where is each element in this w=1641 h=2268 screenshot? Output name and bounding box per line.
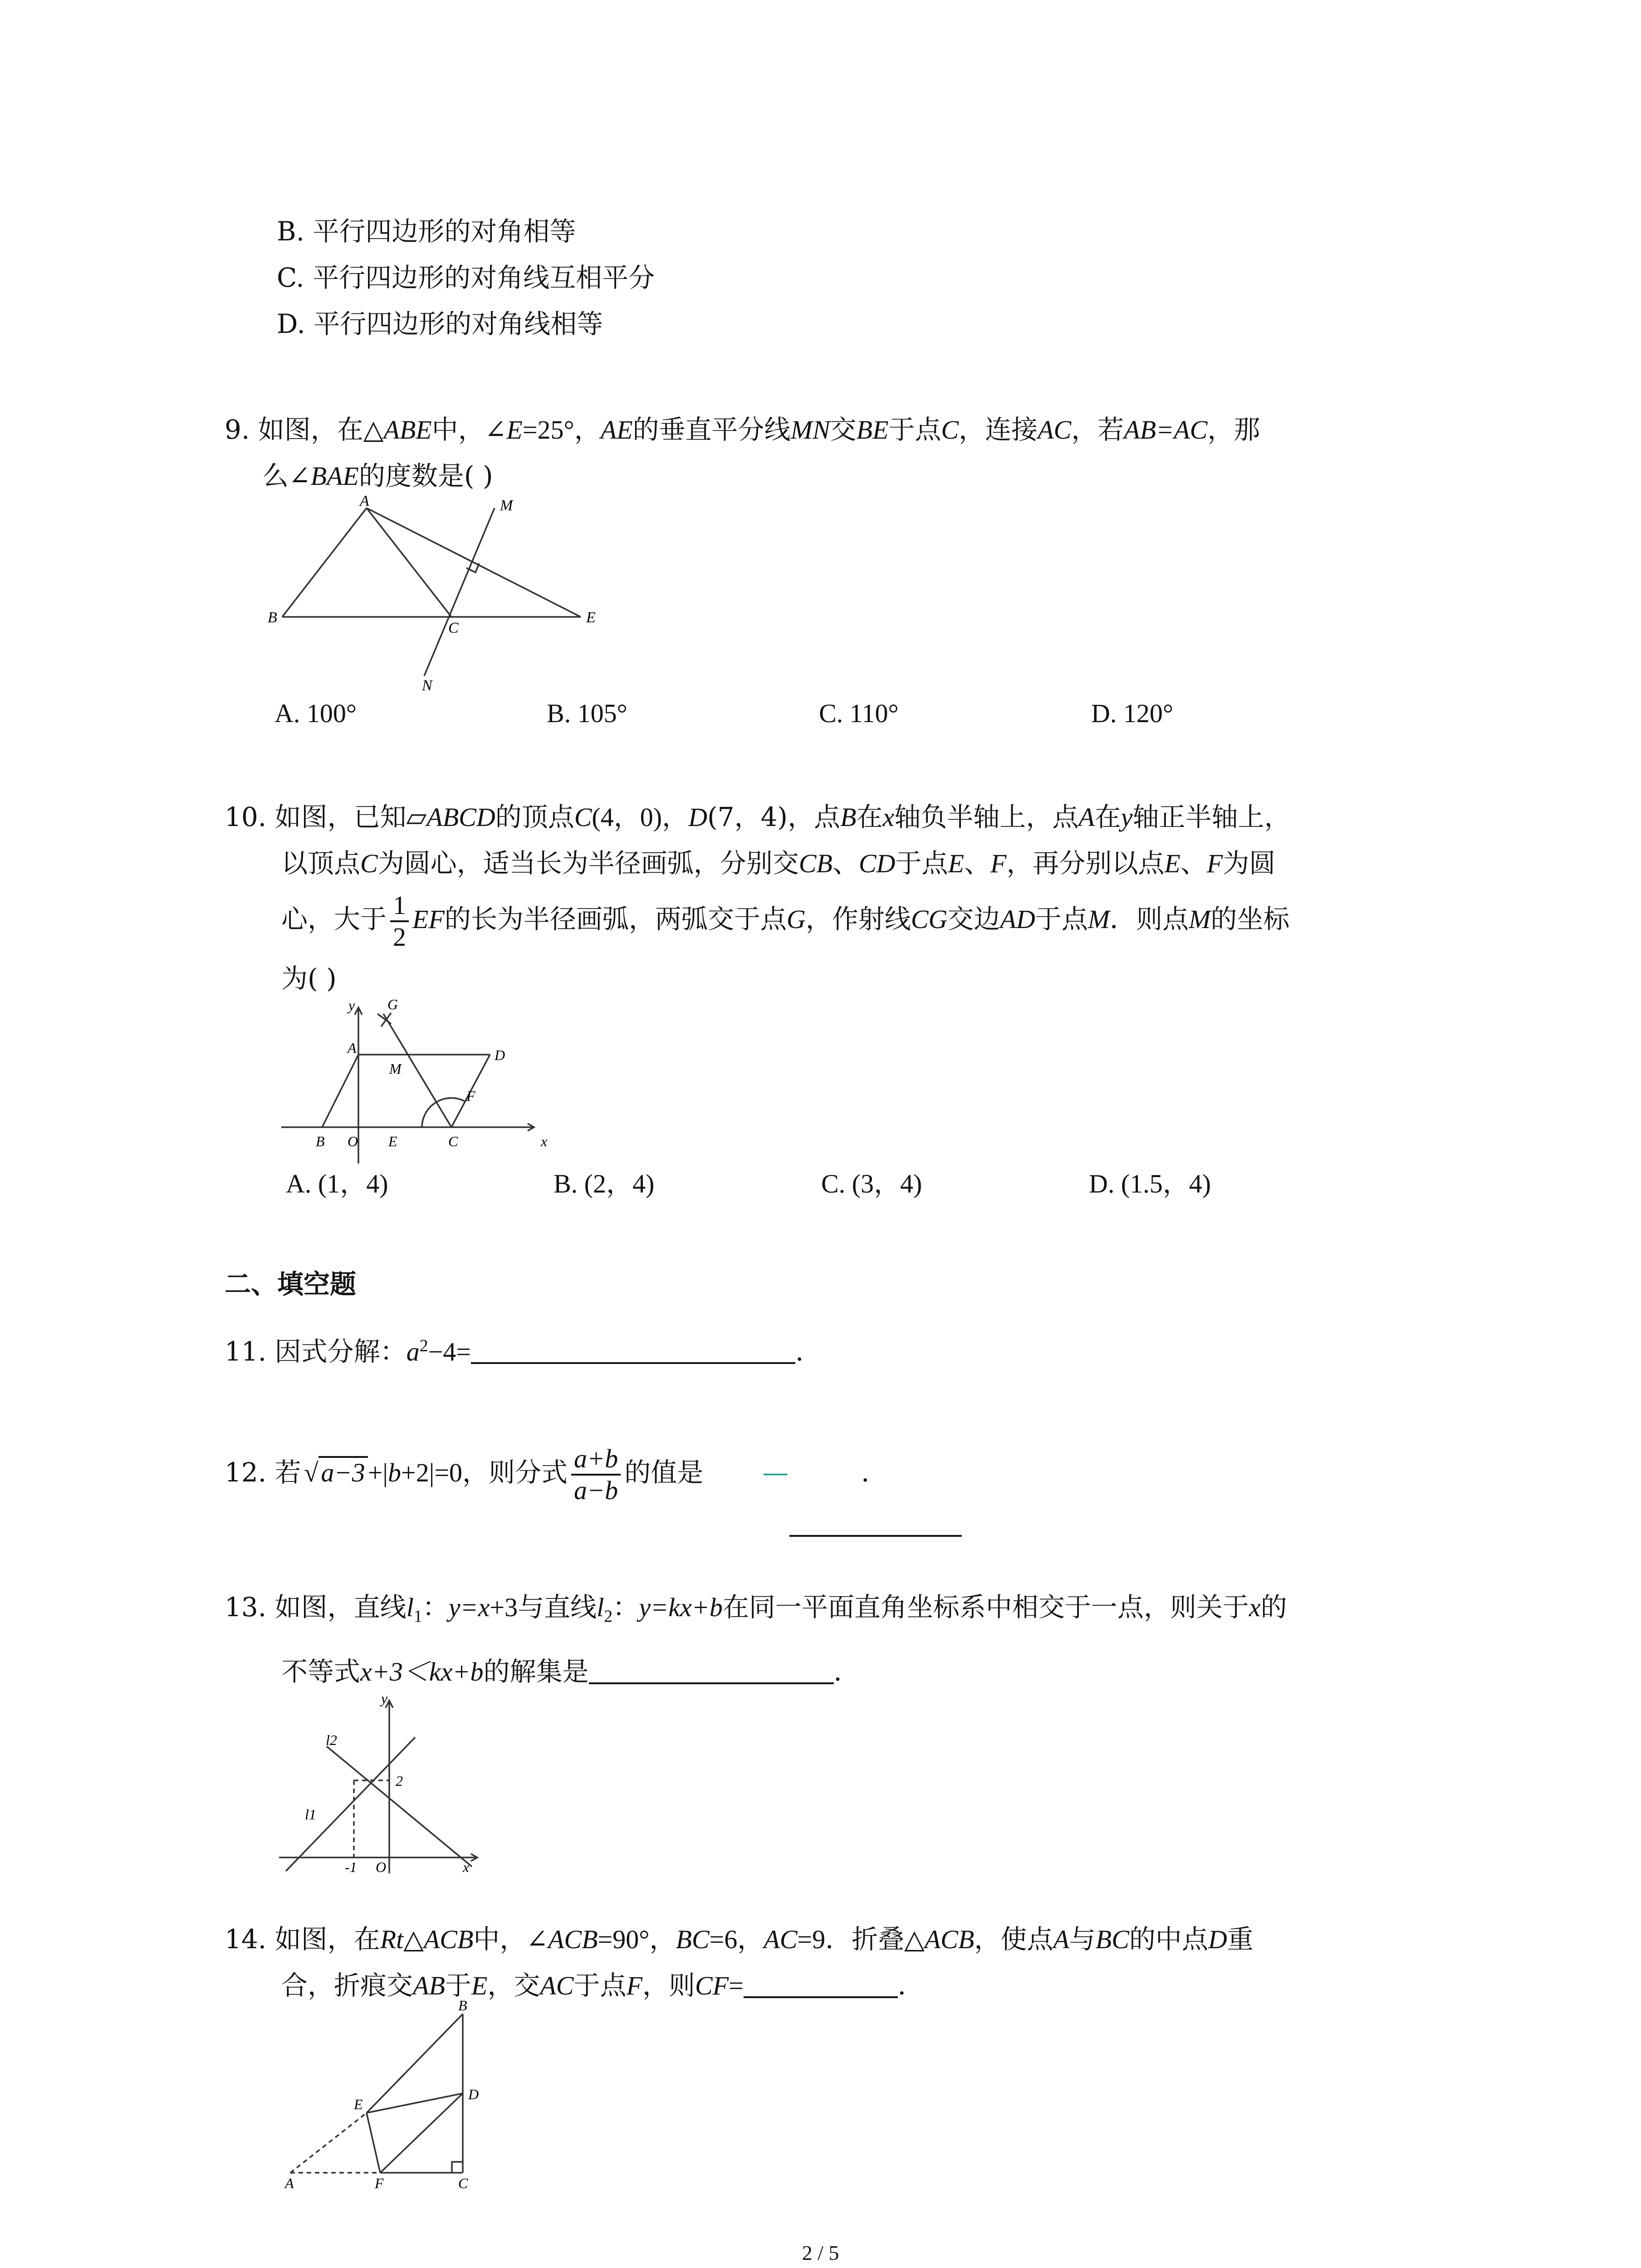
q14-line2: 合，折痕交AB于E，交AC于点F，则CF= ． bbox=[281, 1970, 924, 2001]
q9-figure bbox=[263, 494, 608, 699]
q10-line1: 10. 如图，已知▱ABCD的顶点C(4，0)，D(7，4)，点B在x轴负半轴上，点A在y轴正半轴上， bbox=[225, 802, 1291, 832]
q14-label-c: C bbox=[458, 2175, 468, 2191]
q10-line3: 心，大于 $\frac{1}{2}$ EF的长为半径画弧，两弧交于点G，作射线CG交边AD于点M．则点M的坐标 bbox=[281, 890, 1290, 952]
q13-line1: 13. 如图，直线$l_1$：y=x+3与直线$l_2$：y=kx+b在同一平面直角坐标系中相交于一点，则关于x的 bbox=[225, 1592, 1287, 1626]
q14-label-b: B bbox=[458, 1997, 467, 2014]
q10-label-e: E bbox=[388, 1133, 397, 1149]
q14-label-a: A bbox=[285, 2175, 294, 2191]
q9-segment-ae bbox=[367, 508, 581, 617]
q10-label-g: G bbox=[387, 996, 398, 1012]
q9-label-e: E bbox=[586, 609, 596, 626]
q10-label-b: B bbox=[316, 1133, 325, 1149]
q8-option-d: D. 平行四边形的对角线相等 bbox=[277, 308, 603, 339]
q14-label-f: F bbox=[375, 2175, 384, 2191]
q13-figure bbox=[272, 1690, 490, 1876]
q12-line: 12. 若 √ a−3 +|b+2|=0，则分式 $\frac{a+b}{a-b}$ 的值是 — ． bbox=[225, 1443, 888, 1505]
q10-option-c[interactable]: C. (3，4) bbox=[821, 1169, 922, 1198]
q10-option-a[interactable]: A. (1，4) bbox=[286, 1169, 388, 1198]
q10-line4: 为( ) bbox=[281, 963, 337, 994]
q10-figure bbox=[272, 996, 554, 1168]
q10-label-f: F bbox=[466, 1088, 475, 1104]
q9-label-m: M bbox=[500, 497, 513, 514]
q8-option-b: B. 平行四边形的对角相等 bbox=[277, 216, 576, 247]
q9-option-b[interactable]: B. 105° bbox=[547, 699, 627, 728]
q10-label-d: D bbox=[495, 1047, 505, 1063]
q13-label-y: y bbox=[381, 1690, 388, 1706]
q9-option-c[interactable]: C. 110° bbox=[819, 699, 899, 728]
q9-segment-ac bbox=[367, 508, 451, 617]
q10-label-o: O bbox=[348, 1133, 358, 1149]
q14-label-e: E bbox=[354, 2096, 363, 2112]
q14-line1: 14. 如图，在Rt△ACB中，∠ACB=90°，BC=6，AC=9．折叠△ACB，使点A与BC的中点D重 bbox=[225, 1924, 1254, 1955]
q12-sqrt: √ bbox=[304, 1458, 318, 1487]
q13-label-2: 2 bbox=[396, 1773, 403, 1789]
q10-label-a: A bbox=[348, 1040, 357, 1056]
q9-label-a: A bbox=[360, 493, 369, 509]
q9-line-mn bbox=[424, 508, 495, 676]
q8-option-c: C. 平行四边形的对角线互相平分 bbox=[277, 262, 655, 293]
q13-label-o: O bbox=[376, 1859, 387, 1875]
q12-answer-blank[interactable] bbox=[789, 1510, 962, 1537]
q14-segment-ef bbox=[367, 2113, 380, 2173]
q10-option-d[interactable]: D. (1.5，4) bbox=[1089, 1169, 1211, 1198]
q10-label-x: x bbox=[541, 1133, 548, 1149]
page-number: 2 / 5 bbox=[802, 2241, 839, 2264]
q13-label-l2: l2 bbox=[326, 1732, 337, 1748]
q13-label-x: x bbox=[463, 1859, 470, 1875]
q14-figure bbox=[272, 1997, 508, 2191]
q13-label-neg1: -1 bbox=[345, 1859, 357, 1875]
q10-segment-ba bbox=[322, 1055, 358, 1127]
q10-label-c: C bbox=[448, 1133, 458, 1149]
q14-label-d: D bbox=[468, 2086, 479, 2102]
q14-segment-be bbox=[367, 2014, 463, 2113]
q9-option-d[interactable]: D. 120° bbox=[1091, 699, 1174, 728]
q14-dash-ae bbox=[290, 2113, 367, 2173]
section-title-fill-in: 二、填空题 bbox=[225, 1269, 357, 1300]
q10-line2: 以顶点C为圆心，适当长为半径画弧，分别交CB、CD于点E、F，再分别以点E、F为圆 bbox=[281, 848, 1276, 879]
q10-label-m: M bbox=[389, 1061, 402, 1077]
q9-segment-ba bbox=[282, 508, 367, 617]
q9-line1: 9. 如图，在△ABE中，∠E=25°，AE的垂直平分线MN交BE于点C，连接AC，若AB=AC，那 bbox=[225, 414, 1260, 445]
q13-answer-blank[interactable] bbox=[589, 1658, 834, 1684]
q13-label-l1: l1 bbox=[305, 1806, 316, 1823]
q12-dash: — bbox=[762, 1457, 789, 1488]
q14-segment-ed bbox=[367, 2093, 463, 2113]
q11-line: 11. 因式分解：$a^2-4=$ ． bbox=[225, 1336, 822, 1367]
q14-answer-blank[interactable] bbox=[744, 1972, 898, 1998]
q13-line2: 不等式x+3＜kx+b的解集是 ． bbox=[281, 1656, 860, 1687]
q11-answer-blank[interactable] bbox=[471, 1338, 795, 1364]
q10-option-b[interactable]: B. (2，4) bbox=[554, 1169, 655, 1198]
q9-label-n: N bbox=[422, 677, 432, 694]
q9-option-a[interactable]: A. 100° bbox=[274, 699, 357, 728]
q14-segment-fd bbox=[380, 2093, 463, 2173]
q12-fraction: $\frac{a+b}{a-b}$ bbox=[571, 1444, 621, 1505]
q10-fraction-half: $\frac{1}{2}$ bbox=[390, 890, 409, 952]
q9-label-c: C bbox=[448, 620, 459, 636]
q14-right-angle-mark bbox=[452, 2162, 463, 2173]
q10-label-y: y bbox=[348, 997, 355, 1013]
q9-line2: 么∠BAE的度数是( ) bbox=[262, 460, 493, 491]
q9-label-b: B bbox=[268, 609, 277, 626]
